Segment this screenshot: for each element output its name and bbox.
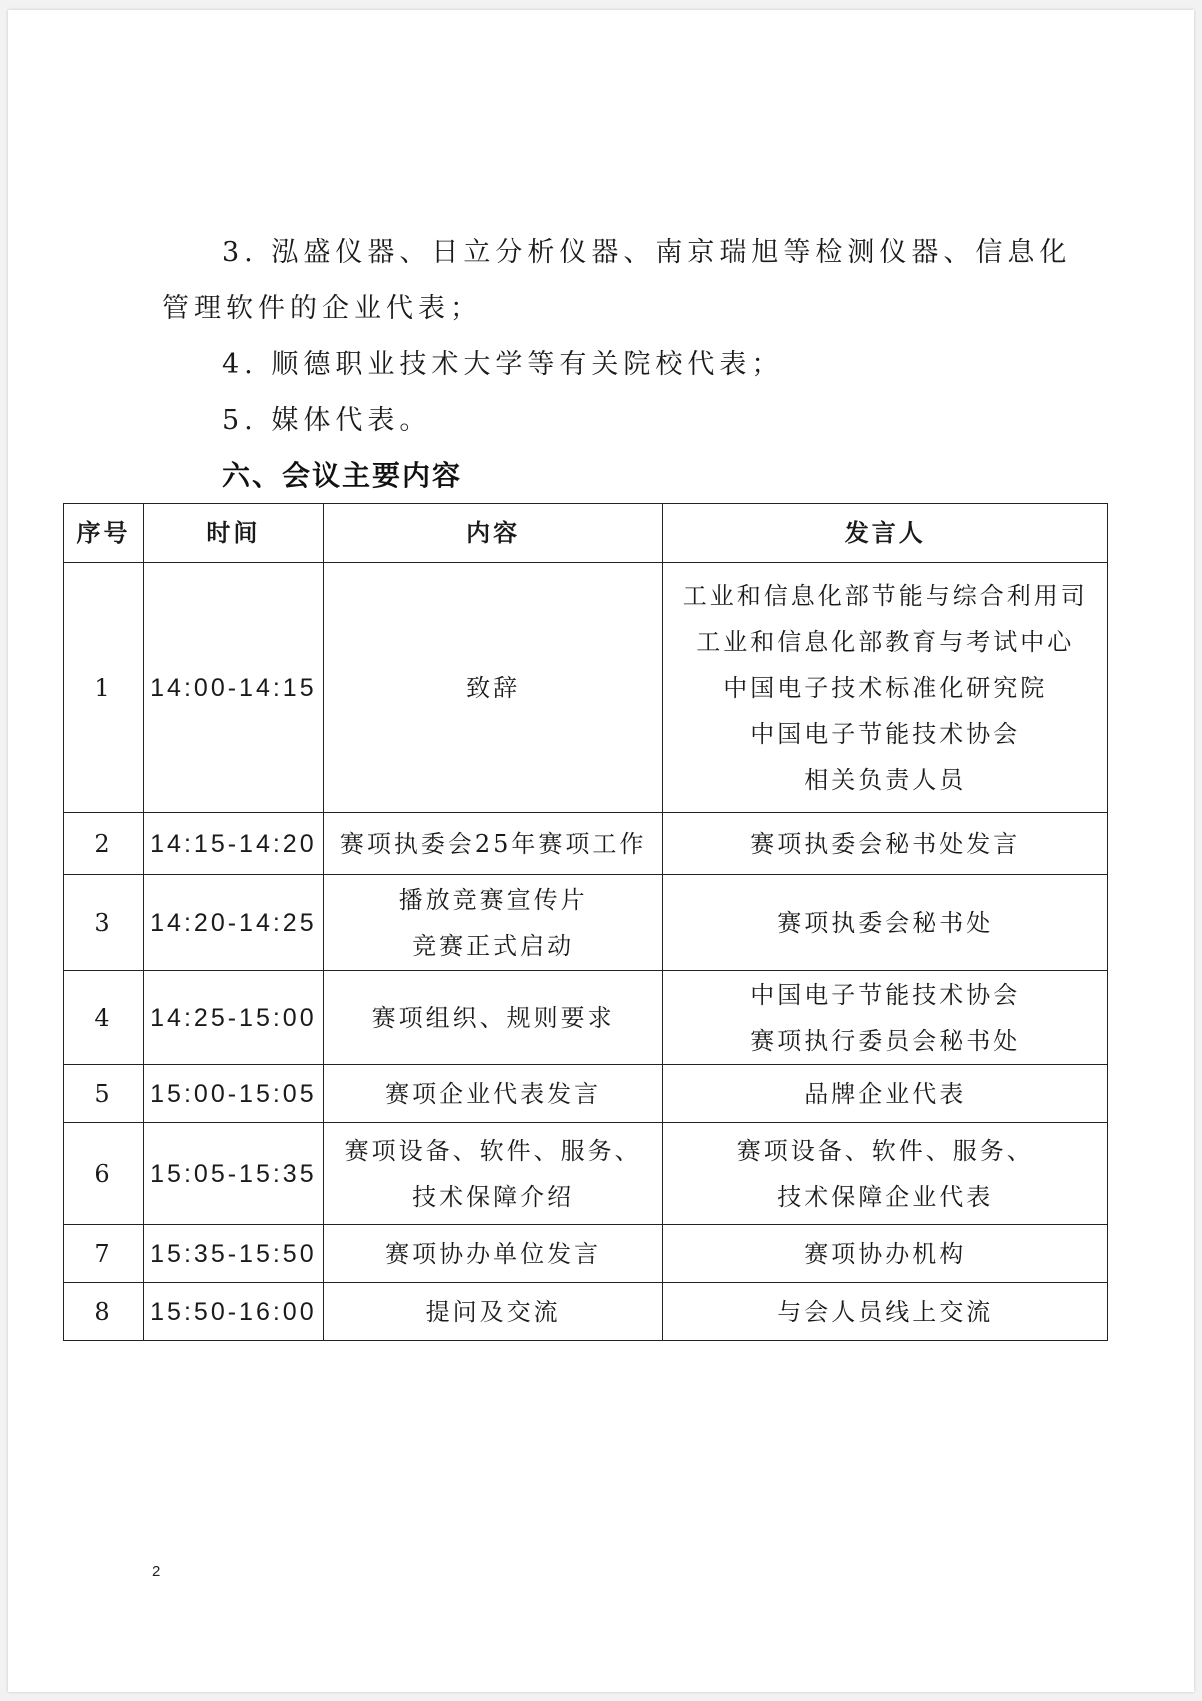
table-header-row [64, 504, 1108, 563]
speaker-line: 品牌企业代表 [804, 1079, 967, 1108]
content-line: 赛项企业代表发言 [385, 1079, 602, 1108]
table-row [64, 971, 1108, 1065]
table-row [64, 813, 1108, 875]
cell-content [323, 563, 663, 813]
cell-speaker [663, 813, 1108, 875]
cell-no: 5 [64, 1065, 144, 1123]
agenda-body [64, 563, 1108, 1341]
cell-time: 14:25-15:00 [143, 971, 323, 1065]
cell-no: 1 [64, 563, 144, 813]
page-number: 2 [152, 1563, 161, 1580]
speaker-line: 工业和信息化部教育与考试中心 [696, 627, 1075, 656]
table-row [64, 1065, 1108, 1123]
cell-time: 15:05-15:35 [143, 1123, 323, 1225]
speaker-line: 中国电子节能技术协会 [750, 719, 1021, 748]
cell-time: 15:35-15:50 [143, 1225, 323, 1283]
content-line: 赛项组织、规则要求 [371, 1003, 615, 1032]
content-line: 赛项设备、软件、服务、 [344, 1136, 642, 1165]
cell-content [323, 875, 663, 971]
speaker-line: 赛项执委会秘书处 [777, 908, 994, 937]
cell-speaker [663, 971, 1108, 1065]
speaker-line: 工业和信息化部节能与综合利用司 [682, 581, 1088, 610]
cell-no: 3 [64, 875, 144, 971]
cell-content [323, 813, 663, 875]
content-line: 赛项执委会25年赛项工作 [339, 829, 647, 858]
section-heading: 六、会议主要内容 [222, 459, 463, 492]
cell-no: 7 [64, 1225, 144, 1283]
cell-speaker [663, 1065, 1108, 1123]
cell-time: 14:15-14:20 [143, 813, 323, 875]
cell-speaker [663, 1283, 1108, 1341]
speaker-line: 与会人员线上交流 [777, 1297, 994, 1326]
cell-content [323, 1225, 663, 1283]
header-speaker: 发言人 [663, 504, 1108, 563]
table-row [64, 563, 1108, 813]
speaker-line: 相关负责人员 [804, 765, 967, 794]
cell-speaker [663, 1123, 1108, 1225]
table-row [64, 875, 1108, 971]
cell-content [323, 1123, 663, 1225]
table-row [64, 1225, 1108, 1283]
attendee-item-3-line-2: 管理软件的企业代表； [162, 293, 482, 324]
content-line: 赛项协办单位发言 [385, 1239, 602, 1268]
cell-time: 14:00-14:15 [143, 563, 323, 813]
header-time: 时间 [143, 504, 323, 563]
speaker-line: 赛项执行委员会秘书处 [750, 1026, 1021, 1055]
cell-no: 4 [64, 971, 144, 1065]
speaker-line: 赛项设备、软件、服务、 [736, 1136, 1034, 1165]
speaker-line: 技术保障企业代表 [777, 1182, 994, 1211]
content-line: 致辞 [466, 673, 521, 702]
attendee-item-4: 4. 顺德职业技术大学等有关院校代表； [222, 349, 784, 380]
content-line: 竞赛正式启动 [412, 931, 575, 960]
header-no: 序号 [64, 504, 144, 563]
speaker-line: 赛项执委会秘书处发言 [750, 829, 1021, 858]
cell-speaker [663, 875, 1108, 971]
cell-no: 2 [64, 813, 144, 875]
header-content: 内容 [323, 504, 663, 563]
content-line: 播放竞赛宣传片 [398, 885, 588, 914]
agenda-table [63, 503, 1108, 1341]
cell-speaker [663, 563, 1108, 813]
table-row [64, 1123, 1108, 1225]
attendee-item-5: 5. 媒体代表。 [222, 405, 432, 436]
speaker-line: 中国电子技术标准化研究院 [723, 673, 1048, 702]
content-line: 提问及交流 [425, 1297, 561, 1326]
cell-no: 6 [64, 1123, 144, 1225]
cell-time: 15:00-15:05 [143, 1065, 323, 1123]
attendee-item-3-line-1: 3. 泓盛仪器、日立分析仪器、南京瑞旭等检测仪器、信息化 [222, 237, 1072, 268]
content-line: 技术保障介绍 [412, 1182, 575, 1211]
cell-content [323, 1065, 663, 1123]
table-row [64, 1283, 1108, 1341]
speaker-line: 中国电子节能技术协会 [750, 980, 1021, 1009]
cell-content [323, 1283, 663, 1341]
cell-speaker [663, 1225, 1108, 1283]
speaker-line: 赛项协办机构 [804, 1239, 967, 1268]
cell-time: 14:20-14:25 [143, 875, 323, 971]
cell-no: 8 [64, 1283, 144, 1341]
cell-content [323, 971, 663, 1065]
cell-time: 15:50-16:00 [143, 1283, 323, 1341]
